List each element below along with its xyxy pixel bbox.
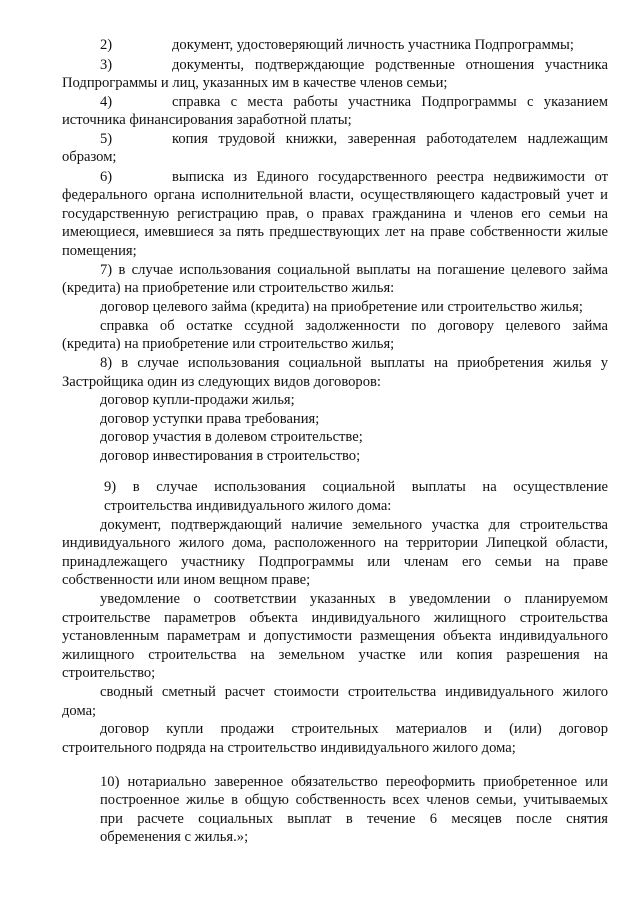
item-6-line-2: федерального органа исполнительной власти, осуществляющего кадастровый учет и [62, 187, 608, 203]
item-9-line-10: жилищного строительства на земельном участке или копия разрешения на [62, 647, 608, 663]
item-3-line-2: Подпрограммы и лиц, указанных им в качестве членов семьи; [62, 75, 448, 91]
item-6-line-5: помещения; [62, 243, 137, 259]
item-9-line-12: сводный сметный расчет стоимости строительства индивидуального жилого [100, 684, 608, 700]
item-7-line-1: 7) в случае использования социальной выплаты на погашение целевого займа [100, 262, 608, 278]
item-9-line-11: строительство; [62, 665, 156, 681]
item-9-line-3: документ, подтверждающий наличие земельного участка для строительства [100, 517, 608, 533]
item-9-line-2: строительства индивидуального жилого дома: [104, 498, 392, 514]
item-5-line-2: образом; [62, 149, 117, 165]
item-9-line-5: принадлежащего участнику Подпрограммы или членам его семьи на праве [62, 554, 608, 570]
item-4-line-2: источника финансирования заработной платы; [62, 112, 352, 128]
item-7-line-2: (кредита) на приобретение или строительство жилья: [62, 280, 395, 296]
item-10-line-3: при расчете социальных выплат в течение 6 месяцев после снятия [100, 811, 608, 827]
item-9-line-1: 9) в случае использования социальной выплаты на осуществление [104, 479, 608, 495]
item-8-line-6: договор инвестирования в строительство; [100, 448, 361, 464]
item-6-line-4: имеющиеся, имевшиеся за пять предшествующих лет на праве собственности жилые [62, 224, 608, 240]
item-8-line-3: договор купли-продажи жилья; [100, 392, 295, 408]
item-5-number: 5) [100, 131, 113, 147]
item-9-line-4: индивидуального жилого дома, расположенного на территории Липецкой области, [62, 535, 608, 551]
item-9-line-14: договор купли продажи строительных материалов и (или) договор [100, 721, 608, 737]
item-5-line-1: копия трудовой книжки, заверенная работодателем надлежащим [172, 131, 608, 147]
item-8-line-4: договор уступки права требования; [100, 411, 320, 427]
item-7-line-3: договор целевого займа (кредита) на приобретение или строительство жилья; [100, 299, 583, 315]
item-8-line-1: 8) в случае использования социальной выплаты на приобретения жилья у [100, 355, 608, 371]
item-4-line-1: справка с места работы участника Подпрограммы с указанием [172, 94, 608, 110]
item-9-line-8: строительстве параметров объекта индивидуального жилищного строительства [62, 610, 608, 626]
item-10-line-1: 10) нотариально заверенное обязательство переоформить приобретенное или [100, 774, 608, 790]
item-9-line-15: строительного подряда на строительство индивидуального жилого дома; [62, 740, 516, 756]
item-9-line-7: уведомление о соответствии указанных в уведомлении о планируемом [100, 591, 608, 607]
item-6-line-3: государственную регистрацию прав, о правах гражданина и членов его семьи на [62, 206, 608, 222]
item-9-line-13: дома; [62, 703, 97, 719]
item-3-number: 3) [100, 57, 113, 73]
item-7-line-4: справка об остатке ссудной задолженности по договору целевого займа [100, 318, 608, 334]
item-4-number: 4) [100, 94, 113, 110]
item-10-line-2: построенное жилье в общую собственность всех членов семьи, учитываемых [100, 792, 608, 808]
item-2-number: 2) [100, 37, 113, 53]
item-2-text: документ, удостоверяющий личность участника Подпрограммы; [172, 37, 574, 53]
item-8-line-5: договор участия в долевом строительстве; [100, 429, 363, 445]
item-10-line-4: обременения с жилья.»; [100, 829, 249, 845]
item-3-line-1: документы, подтверждающие родственные отношения участника [172, 57, 608, 73]
item-9-line-9: установленным параметрам и допустимости размещения объекта индивидуального [62, 628, 608, 644]
item-8-line-2: Застройщика один из следующих видов договоров: [62, 374, 381, 390]
item-6-line-1: выписка из Единого государственного реестра недвижимости от [172, 169, 608, 185]
item-7-line-5: (кредита) на приобретение или строительство жилья; [62, 336, 395, 352]
item-9-line-6: собственности или ином вещном праве; [62, 572, 311, 588]
item-6-number: 6) [100, 169, 113, 185]
